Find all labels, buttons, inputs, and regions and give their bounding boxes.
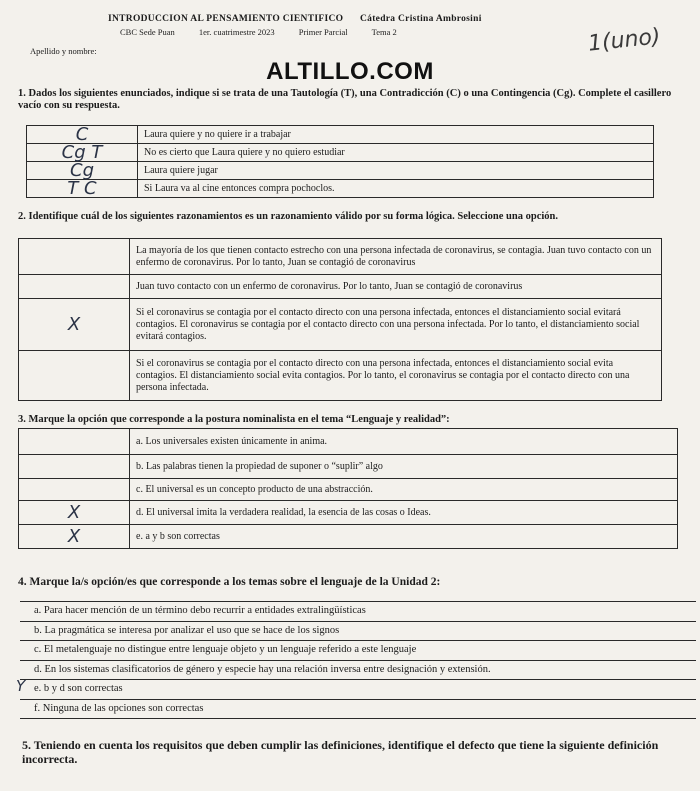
answer-cell[interactable]: X	[19, 525, 130, 549]
option-text: a. Para hacer mención de un término debo recurrir a entidades extralingüísticas	[34, 605, 366, 616]
chair-name: Cátedra Cristina Ambrosini	[360, 14, 482, 24]
table-row	[19, 479, 678, 501]
list-item[interactable]	[20, 601, 696, 621]
option-text: c. El metalenguaje no distingue entre lenguaje objeto y un lenguaje referido a este lenguaje	[34, 644, 417, 655]
answer-cell[interactable]: X	[19, 299, 130, 351]
list-item[interactable]	[20, 660, 696, 680]
answer-cell[interactable]	[19, 455, 130, 479]
q5-prompt: 5. Teniendo en cuenta los requisitos que deben cumplir las definiciones, identifique el defecto que tiene la siguiente definición incorrecta.	[22, 738, 659, 766]
q1-table	[26, 125, 654, 198]
table-row	[19, 525, 678, 549]
exam-name: Primer Parcial	[298, 27, 348, 37]
theme: Tema 2	[371, 27, 397, 37]
table-row	[27, 144, 654, 162]
option-text: d. El universal imita la verdadera realidad, la esencia de las cosas o Ideas.	[130, 501, 678, 525]
term: 1er. cuatrimestre 2023	[198, 27, 275, 37]
name-label: Apellido y nombre:	[30, 46, 97, 56]
table-row	[19, 239, 662, 275]
q2-prompt: 2. Identifique cuál de los siguientes razonamientos es un razonamiento válido por su forma lógica. Seleccione una opción.	[18, 211, 558, 222]
table-row	[27, 126, 654, 144]
table-row	[19, 351, 662, 401]
list-item[interactable]	[20, 699, 696, 720]
statement: No es cierto que Laura quiere y no quiero estudiar	[138, 144, 654, 162]
answer-cell[interactable]	[19, 351, 130, 401]
table-row	[27, 180, 654, 198]
answer-cell[interactable]: Cg	[27, 162, 138, 180]
option-text: b. Las palabras tienen la propiedad de suponer o “suplir” algo	[130, 455, 678, 479]
statement: Si Laura va al cine entonces compra pochoclos.	[138, 180, 654, 198]
q4-prompt: 4. Marque la/s opción/es que corresponde a los temas sobre el lenguaje de la Unidad 2:	[18, 576, 441, 588]
course-title: INTRODUCCION AL PENSAMIENTO CIENTIFICO	[108, 14, 344, 24]
statement: Laura quiere jugar	[138, 162, 654, 180]
table-row	[19, 275, 662, 299]
answer-cell[interactable]	[19, 479, 130, 501]
q3-table	[18, 428, 678, 549]
answer-cell[interactable]: Cg T	[27, 144, 138, 162]
reasoning-option: Si el coronavirus se contagia por el contacto directo con una persona infectada, entonces el distanciamiento social evita contagios. El distanciamiento social evita contagios. Por lo tanto, el coronavirus se contagia por el contacto directo con una persona infectada.	[130, 351, 662, 401]
list-item[interactable]	[20, 621, 696, 641]
statement: Laura quiere y no quiere ir a trabajar	[138, 126, 654, 144]
answer-cell[interactable]	[19, 275, 130, 299]
option-text: d. En los sistemas clasificatorios de género y especie hay una relación inversa entre designación y extensión.	[34, 663, 491, 675]
answer-cell[interactable]	[19, 429, 130, 455]
list-item[interactable]	[20, 640, 696, 660]
q2-table	[18, 238, 662, 401]
option-text: f. Ninguna de las opciones son correctas	[34, 702, 204, 714]
table-row	[19, 501, 678, 525]
option-text: a. Los universales existen únicamente in anima.	[130, 429, 678, 455]
answer-cell[interactable]: X	[19, 501, 130, 525]
handwritten-grade: 1(uno)	[586, 24, 662, 57]
answer-mark: Y	[16, 677, 26, 695]
watermark: ALTILLO.COM	[266, 58, 434, 85]
option-text: c. El universal es un concepto producto de una abstracción.	[130, 479, 678, 501]
q4-options	[16, 601, 696, 719]
reasoning-option: La mayoría de los que tienen contacto estrecho con una persona infectada de coronavirus, se contagia. Juan tuvo contacto con un enfermo de coronavirus. Por lo tanto, Juan se contagió de coronavirus	[130, 239, 662, 275]
q1-prompt: 1. Dados los siguientes enunciados, indique si se trata de una Tautología (T), una Contradicción (C) o una Contingencia (Cg). Complete el casillero vacío con su respuesta.	[18, 88, 672, 111]
option-text: e. a y b son correctas	[130, 525, 678, 549]
list-item[interactable]	[16, 677, 696, 699]
reasoning-option: Juan tuvo contacto con un enfermo de coronavirus. Por lo tanto, Juan se contagió de coronavirus	[130, 275, 662, 299]
reasoning-option: Si el coronavirus se contagia por el contacto directo con una persona infectada, entonces el distanciamiento social evitará contagios. El coronavirus se contagia por el contacto directo con una persona infectada. Por lo tanto, el distanciamiento social evitará contagios.	[130, 299, 662, 351]
option-text: e. b y d son correctas	[34, 683, 123, 694]
table-row	[19, 455, 678, 479]
answer-cell[interactable]	[19, 239, 130, 275]
header-course-line	[108, 14, 578, 24]
q3-prompt: 3. Marque la opción que corresponde a la postura nominalista en el tema “Lenguaje y realidad”:	[18, 414, 450, 425]
option-text: b. La pragmática se interesa por analizar el uso que se hace de los signos	[34, 624, 340, 636]
table-row	[19, 299, 662, 351]
center-name: CBC Sede Puan	[120, 27, 175, 37]
answer-cell[interactable]: C	[27, 126, 138, 144]
table-row	[27, 162, 654, 180]
answer-cell[interactable]: T C	[27, 180, 138, 198]
header-details-line	[120, 27, 580, 37]
table-row	[19, 429, 678, 455]
